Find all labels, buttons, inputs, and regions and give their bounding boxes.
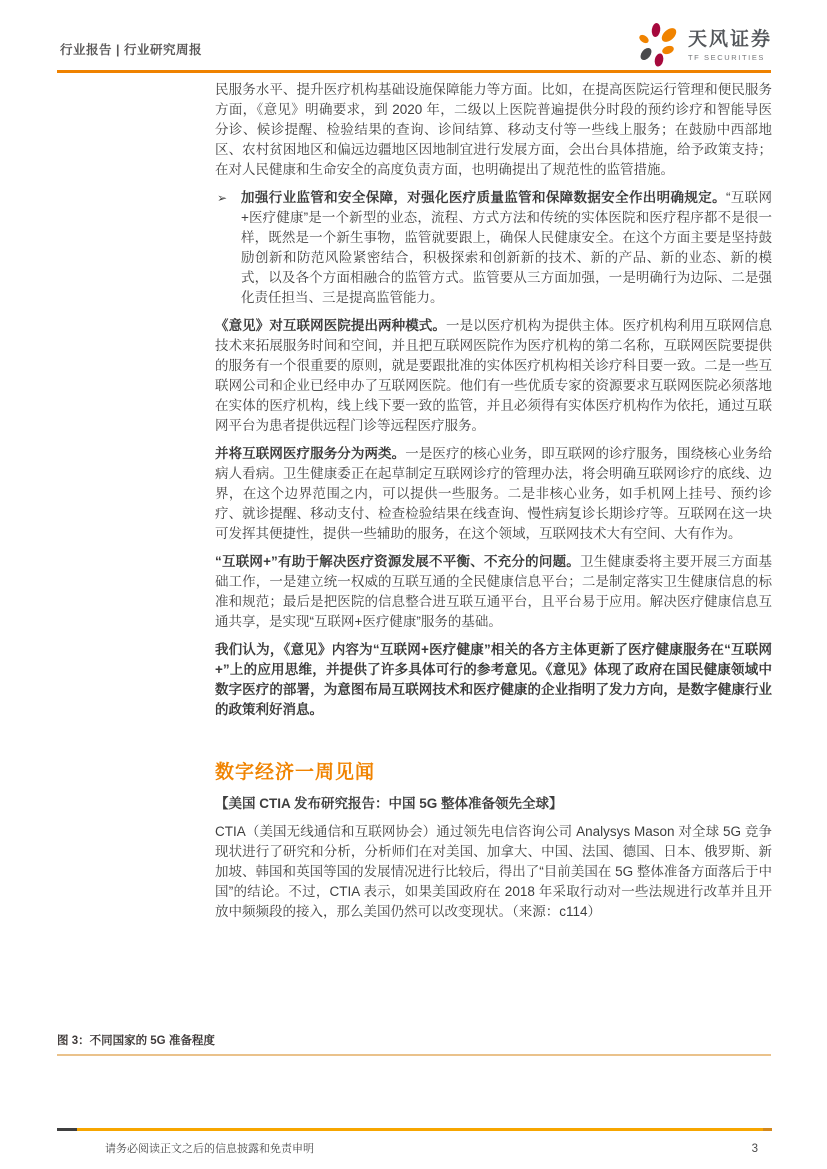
paragraph-text: “互联网+医疗健康”是一个新型的业态，流程、方式方法和传统的实体医院和医疗程序都不是很一样，既然是一个新生事物，监管就要跟上，确保人民健康安全。在这个方面主要是坚持鼓励创新和防范风险紧密结合，积极探索和创新新的技术、新的产品、新的业态、新的模式，以及各个方面相融合的监管方式。监管要从三方面加强，一是明确行为边际、二是强化责任担当、三是提高监管能力。 <box>241 190 772 305</box>
paragraph-lead-bold: “互联网+”有助于解决医疗资源发展不平衡、不充分的问题。 <box>215 554 581 569</box>
footer <box>57 1140 772 1156</box>
footer-disclaimer: 请务必阅读正文之后的信息披露和免责申明 <box>105 1143 314 1155</box>
footer-rule-dark-segment <box>57 1128 77 1131</box>
section-title-digital-economy: 数字经济一周见闻 <box>215 762 376 783</box>
paragraph-text: 民服务水平、提升医疗机构基础设施保障能力等方面。比如，在提高医院运行管理和便民服务方面，《意见》明确要求，到 2020 年，二级以上医院普遍提供分时段的预约诊疗和智能导医分诊、候诊提醒、检验结果的查询、诊间结算、移动支付等一些线上服务；在鼓励中西部地区、农村贫困地区和偏远边疆地区因地制宜进行发展方面，会出台具体措施，给予政策支持；在对人民健康和生命安全的高度负责方面，也明确提出了规范性的监管措施。 <box>215 82 772 177</box>
paragraph-text: 一是医疗的核心业务，即互联网的诊疗服务，围绕核心业务给病人看病。卫生健康委正在起草制定互联网诊疗的管理办法，将会明确互联网诊疗的底线、边界，在这个边界范围之内，可以提供一些服务。二是非核心业务，如手机网上挂号、预约诊疗、就诊提醒、移动支付、检查检验结果在线查询、慢性病复诊长期诊疗等。互联网在这一块可发挥其便捷性，提供一些辅助的服务，在这个领域，互联网技术大有空间、大有作为。 <box>215 446 773 541</box>
arrow-bullet-icon: ➢ <box>217 191 228 205</box>
footer-rule <box>57 1128 772 1131</box>
logo-text-block <box>688 29 772 62</box>
header-report-label: 行业报告 | 行业研究周报 <box>60 43 202 57</box>
paragraph-internet-plus <box>215 552 772 632</box>
paragraph-two-modes <box>215 316 772 436</box>
page-number: 3 <box>751 1143 758 1155</box>
logo-brand-cn: 天风证券 <box>687 28 772 50</box>
paragraph-text: 一是以医疗机构为提供主体。医疗机构利用互联网信息技术来拓展服务时间和空间，并且把互联网医院作为医疗机构的第二名称，互联网医院要提供的服务有一个很重要的原则，就是要跟批准的实体医疗机构相关诊疗科目要一致。二是一些互联网公司和企业已经申办了互联网医院。他们有一些优质专家的资源要求互联网医院必须落地在实体的医疗机构，线上线下要一致的监管，并且必须得有实体医疗机构作为依托，通过互联网平台为患者提供远程门诊等远程医疗服务。 <box>215 318 773 433</box>
figure-top-rule <box>57 1054 771 1056</box>
news-headline: 【美国 CTIA 发布研究报告：中国 5G 整体准备领先全球】 <box>215 796 563 811</box>
logo-brand-en: TF SECURITIES <box>687 52 766 62</box>
paragraph-our-view <box>215 640 772 720</box>
tf-flower-logo-icon <box>637 22 681 68</box>
paragraph-lead-bold: 我们认为，《意见》内容为“互联网+医疗健康”相关的各方主体更新了医疗健康服务在“互联网+”上的应用思维，并提供了许多具体可行的参考意见。《意见》体现了政府在国民健康领域中数字医疗的部署，为意图布局互联网技术和医疗健康的企业指明了发力方向，是数字健康行业的政策利好消息。 <box>215 642 772 717</box>
news-body: CTIA（美国无线通信和互联网协会）通过领先电信咨询公司 Analysys Mason 对全球 5G 竞争现状进行了研究和分析，分析师们在对美国、加拿大、中国、法国、德国、日本、俄罗斯、新加坡、韩国和英国等国的发展情况进行比较后，得出了“目前美国在 5G 整体准备方面落后于中国”的结论。不过，CTIA 表示，如果美国政府在 2018 年采取行动对一些法规进行改革并且开放中频频段的接入，那么美国仍然可以改变现状。（来源：c114） <box>215 824 772 919</box>
tf-securities-logo <box>637 22 772 68</box>
footer-rule-orange-segment <box>77 1128 763 1131</box>
paragraph-text: 卫生健康委将主要开展三方面基础工作，一是建立统一权威的互联互通的全民健康信息平台；二是制定落实卫生健康信息的标准和规范；最后是把医院的信息整合进互联互通平台，且平台易于应用。解决医疗健康信息互通共享，是实现“互联网+医疗健康”服务的基础。 <box>215 554 773 629</box>
paragraph-two-classes <box>215 444 772 544</box>
header-orange-rule <box>57 70 771 73</box>
bullet-paragraph <box>215 188 772 308</box>
paragraph-lead-bold: 《意见》对互联网医院提出两种模式。 <box>215 318 446 333</box>
footer-rule-tip-segment <box>763 1128 772 1131</box>
paragraph-lead-bold: 加强行业监管和安全保障，对强化医疗质量监管和保障数据安全作出明确规定。 <box>241 190 726 205</box>
paragraph-continuation <box>215 80 772 180</box>
figure-caption: 图 3：不同国家的 5G 准备程度 <box>57 1035 215 1047</box>
paragraph-lead-bold: 并将互联网医疗服务分为两类。 <box>215 446 406 461</box>
article-body <box>215 74 772 922</box>
